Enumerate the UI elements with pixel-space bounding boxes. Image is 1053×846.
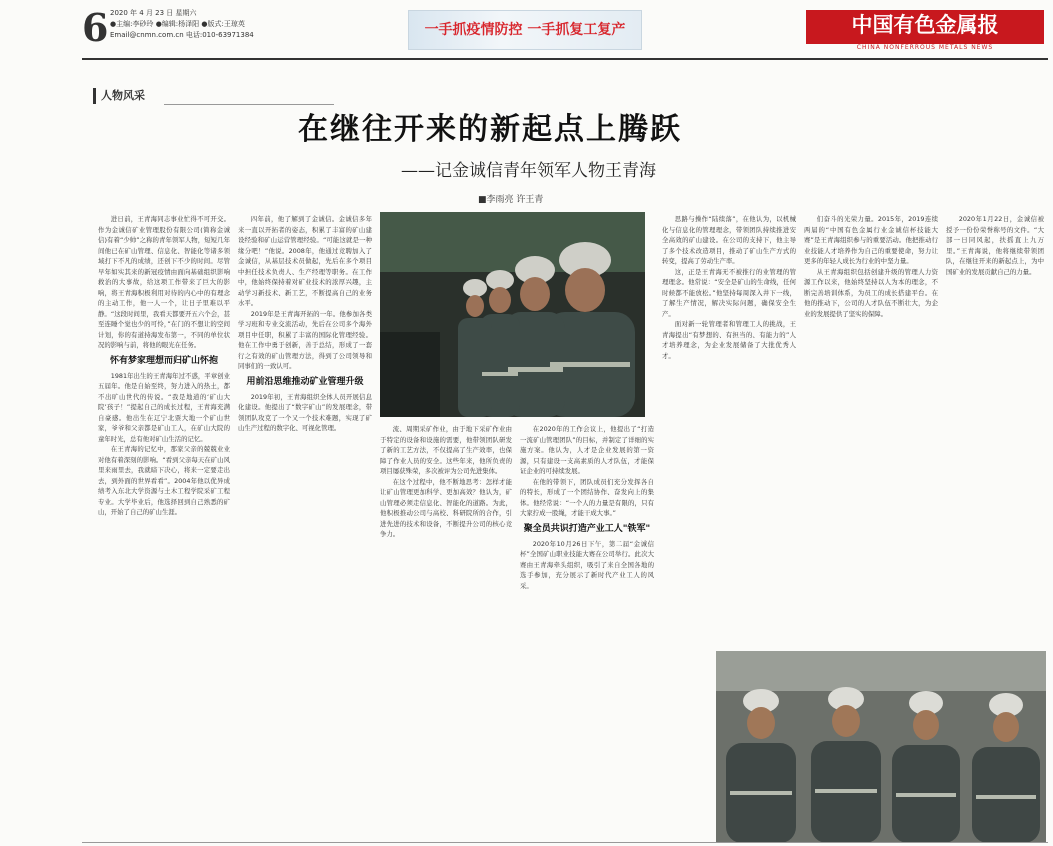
paragraph: 2019年初，王青海组织全体人员开展信息化建设。他提出了“数字矿山”的发展理念，带领团队攻克了一个又一个技术难题，实现了矿山生产过程的数字化、可视化管理。 [238, 392, 372, 432]
page-meta [110, 8, 320, 41]
text-column-1 [98, 214, 230, 842]
paragraph: 在2020年的工作会议上，他提出了“打造一流矿山管理团队”的目标，并制定了详细的实施方案。他认为，人才是企业发展的第一资源，只有建设一支高素质的人才队伍，才能保证企业的可持续发展。 [520, 425, 654, 475]
paragraph: 2020年1月22日，金诚信被授予一份份荣誉称号的文件。“大部一日同风起，扶摇直上九万里。”王青海说，他将继续带领团队，在继往开来的新起点上，为中国矿业的发展贡献自己的力量。 [946, 215, 1044, 276]
section-label: 人物风采 [93, 88, 163, 104]
photo1-illustration [380, 212, 645, 417]
photo-miners-group [716, 651, 1046, 843]
paragraph: 流、周期采矿作业，由于地下采矿作业由于特定的设备和设施的需要，他带领团队研发了新的工艺方法，不仅提高了生产效率，也保障了作业人员的安全。这些年来，他所负责的项目屡获殊荣，多次被评为公司先进集体。 [380, 425, 512, 475]
paragraph: 思路与操作“陆续落”，在他认为，以机械化与信息化的管理理念，带领团队持续推进安全高效的矿山建设。在公司的支持下，他主导了多个技术改造项目，推动了矿山生产方式的转变，提高了劳动生产率。 [662, 215, 796, 265]
paragraph: 从王青海组织包括创建升级的管理人力资源工作以来，他始终坚持以人为本的理念，不断完善培训体系，为员工的成长搭建平台。在他的推动下，公司的人才队伍不断壮大，为企业的发展提供了坚实的保障。 [804, 267, 938, 318]
photo2-illustration [716, 651, 1046, 843]
paragraph: 这，正是王青海无不被推行的业管理的管理理念。他常说：“安全是矿山的生命线，任何时候都不能放松。”他坚持每周深入井下一线，了解生产情况，解决实际问题，确保安全生产。 [662, 267, 796, 318]
article-title: 在继往开来的新起点上腾跃 [298, 112, 682, 147]
text-column-6 [804, 214, 938, 642]
subheading-1: 怀有梦家理想而归矿山怀抱 [109, 355, 218, 366]
paragraph: 1981年出生的王青海年过不惑，平章创业五届年。他是自始至终，努力进入的热土，都不出旷山世代的传说。“我是地道的‘矿山大院’孩子！”提起自己的成长过程，王青海充满自豪感。他出生在辽宁北票大地一个矿山世家，爷爷和父亲都是矿山工人，在矿山大院的童年时光，总有他对矿山生活的记忆。 [98, 371, 230, 443]
subheading-3: 聚全员共识打造产业工人"铁军" [523, 523, 651, 534]
date-line: 2020 年 4 月 23 日 星期六 [110, 9, 197, 17]
paragraph: 面对新一轮管理者和管理工人的挑战，王青海提出“有梦想的、有担当的、有能力的”人才培养理念，为企业发展储备了大批优秀人才。 [662, 320, 796, 360]
text-column-5 [662, 214, 796, 642]
page-number: 6 [82, 5, 109, 50]
text-column-7 [946, 214, 1044, 642]
paragraph: 们奋斗的光荣力量。2015年，2019连续两届的“中国有色金属行业金诚信杯技能大赛”是王青海组织参与的重要活动。他把推动行业技能人才培养作为自己的重要使命，努力让更多的年轻人成长为行业的中坚力量。 [804, 215, 938, 265]
paragraph: 2019年是王青海开拓的一年。他参加各类学习班和专业交流活动，先后在公司多个海外项目中任职，积累了丰富的国际化管理经验。他在工作中勇于创新，善于总结，形成了一套行之有效的矿山管理方法，得到了公司领导和同事们的一致认可。 [238, 309, 372, 370]
paragraph: 进日前，王青海同志事业忙得不可开交。作为金诚信矿业管理股份有限公司(简称金诚信)有着“少帅”之称的青年领军人物，短短几年间他已在矿山管理、信息化、智能化等诸多领域打下不凡的成绩，还创下不少的时间。尽管早年如实其来的新冠疫情由面向基础组织影响救治的大事故，给这项工作带来了巨大的影响，将王青海积极利用对待的内心中的有理念的主动工作，他一人一个，让日子里难以平静。“这段时间里，我看天都要开五六个会，甚至连睡个觉也少的可怜，”在门的不想让的空间计划，你的有道持海发布第一，不同的单位状况的影响与前，将他的眼光在任务。 [98, 215, 230, 349]
footer-rule [82, 842, 1048, 843]
text-column-3 [380, 424, 512, 842]
banner-text: 一手抓疫情防控 一手抓复工复产 [424, 22, 626, 38]
photo-miners-underground [380, 212, 645, 417]
text-column-2 [238, 214, 372, 842]
paragraph: 在这个过程中，他不断地思考：怎样才能让矿山管理更加科学、更加高效？他认为，矿山管理必须走信息化、智能化的道路。为此，他积极推动公司与高校、科研院所的合作，引进先进的技术和设备，不断提升公司的核心竞争力。 [380, 477, 512, 538]
article-byline: ■李雨亮 许王青 [478, 195, 544, 205]
contact-line: Email@cnmn.com.cn 电话:010-63971384 [110, 31, 254, 39]
editors-line: ●主编:李砂玲 ●编辑:杨泽阳 ●版式:王琼英 [110, 20, 245, 28]
masthead-subtitle: CHINA NONFERROUS METALS NEWS [856, 44, 994, 51]
article-subtitle: ——记金诚信青年领军人物王青海 [401, 161, 656, 181]
subheading-2: 用前沿思维推动矿业管理升级 [246, 376, 364, 387]
masthead [806, 10, 1044, 51]
paragraph: 在王青海的记忆中，那家父亲的兢兢业业对他有着深刻的影响。“看到父亲每天在矿山风里来雨里去，我就暗下决心，将来一定要走出去，到外面的世界看看”。2004年他以优异成绩考入东北大学资源与土木工程学院采矿工程专业。大学毕业后，他选择回到自己熟悉的矿山，开始了自己的矿山生涯。 [98, 445, 230, 516]
paragraph: 2020年10月26日下午，第二届“金诚信杯”全国矿山职业技能大赛在公司举行。此次大赛由王青海牵头组织，吸引了来自全国各地的选手参加，充分展示了新时代产业工人的风采。 [520, 539, 654, 590]
campaign-banner [408, 10, 642, 50]
masthead-title: 中国有色金属报 [851, 12, 999, 37]
paragraph: 在他的带领下，团队成员们充分发挥各自的特长，形成了一个团结协作、奋发向上的集体。他经常说：“一个人的力量是有限的，只有大家拧成一股绳，才能干成大事。” [520, 477, 654, 517]
paragraph: 四年前，他了解到了金诚信。金诚信多年来一直以开拓者的姿态，积累了丰富的矿山建设经验和矿山运营管理经验。“可能这就是一种缘分吧！”他说。2008年，他通过竞聘加入了金诚信，从基层技术员做起，先后在多个项目中担任技术负责人、生产经理等职务。在工作中，他始终保持着对矿业技术的浓厚兴趣，主动学习新技术、新工艺，不断提高自己的业务水平。 [238, 215, 372, 307]
header-rule [82, 58, 1048, 60]
text-column-4 [520, 424, 654, 842]
